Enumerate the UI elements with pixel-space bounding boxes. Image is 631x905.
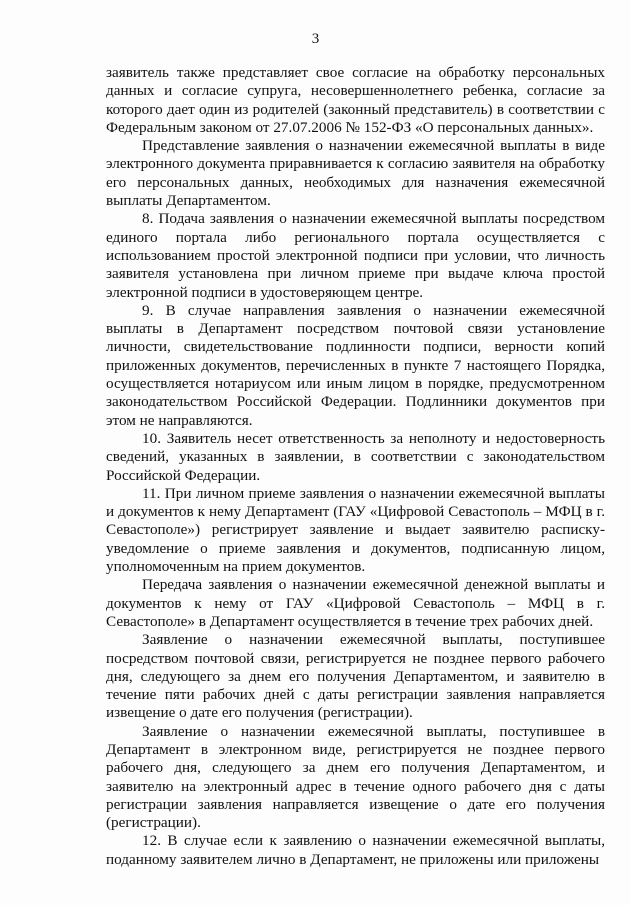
page-number: 3: [311, 31, 320, 47]
paragraph: 12. В случае если к заявлению о назначении ежемесячной выплаты, поданному заявителем лично в Департамент, не приложены или приложены: [106, 832, 605, 868]
paragraph: заявитель также представляет свое согласие на обработку персональных данных и согласие супруга, несовершеннолетнего ребенка, согласие за которого дает один из родителей (законный представитель) в соответствии с Федеральным законом от 27.07.2006 № 152-ФЗ «О персональных данных».: [106, 64, 605, 136]
paragraph: Заявление о назначении ежемесячной выплаты, поступившее посредством почтовой связи, регистрируется не позднее первого рабочего дня, следующего за днем его получения Департаментом, и заявителю в течение пяти рабочих дней с даты регистрации заявления направляется извещение о дате его получения (регистрации).: [106, 631, 605, 722]
paragraph: Представление заявления о назначении ежемесячной выплаты в виде электронного документа приравнивается к согласию заявителя на обработку его персональных данных, необходимых для назначения ежемесячной выплаты Департаментом.: [106, 137, 605, 210]
paragraph: 10. Заявитель несет ответственность за неполноту и недостоверность сведений, указанных в заявлении, в соответствии с законодательством Российской Федерации.: [106, 429, 605, 484]
paragraph: 9. В случае направления заявления о назначении ежемесячной выплаты в Департамент посредством почтовой связи установление личности, свидетельствование подлинности подписи, верности копий приложенных документов, перечисленных в пункте 7 настоящего Порядка, осуществляется нотариусом или иным лицом в порядке, предусмотренном законодательством Российской Федерации. Подлинники документов при этом не направляются.: [106, 301, 605, 429]
document-body: [106, 64, 605, 869]
paragraph: 11. При личном приеме заявления о назначении ежемесячной выплаты и документов к нему Департамент (ГАУ «Цифровой Севастополь – МФЦ в г. Севастополе») регистрирует заявление и выдает заявителю расписку-уведомление о приеме заявления и документов, подписанную лицом, уполномоченным на прием документов.: [106, 484, 605, 576]
paragraph: Заявление о назначении ежемесячной выплаты, поступившее в Департамент в электронном виде, регистрируется не позднее первого рабочего дня, следующего за днем его получения Департаментом, и заявителю на электронный адрес в течение одного рабочего дня с даты регистрации заявления направляется извещение о дате его получения (регистрации).: [106, 722, 605, 832]
paragraph: 8. Подача заявления о назначении ежемесячной выплаты посредством единого портала либо регионального портала осуществляется с использованием простой электронной подписи при условии, что личность заявителя установлена при личном приеме при выдаче ключа простой электронной подписи в удостоверяющем центре.: [106, 210, 605, 301]
paragraph: Передача заявления о назначении ежемесячной денежной выплаты и документов к нему от ГАУ «Цифровой Севастополь – МФЦ в г. Севастополе» в Департамент осуществляется в течение трех рабочих дней.: [106, 576, 605, 630]
